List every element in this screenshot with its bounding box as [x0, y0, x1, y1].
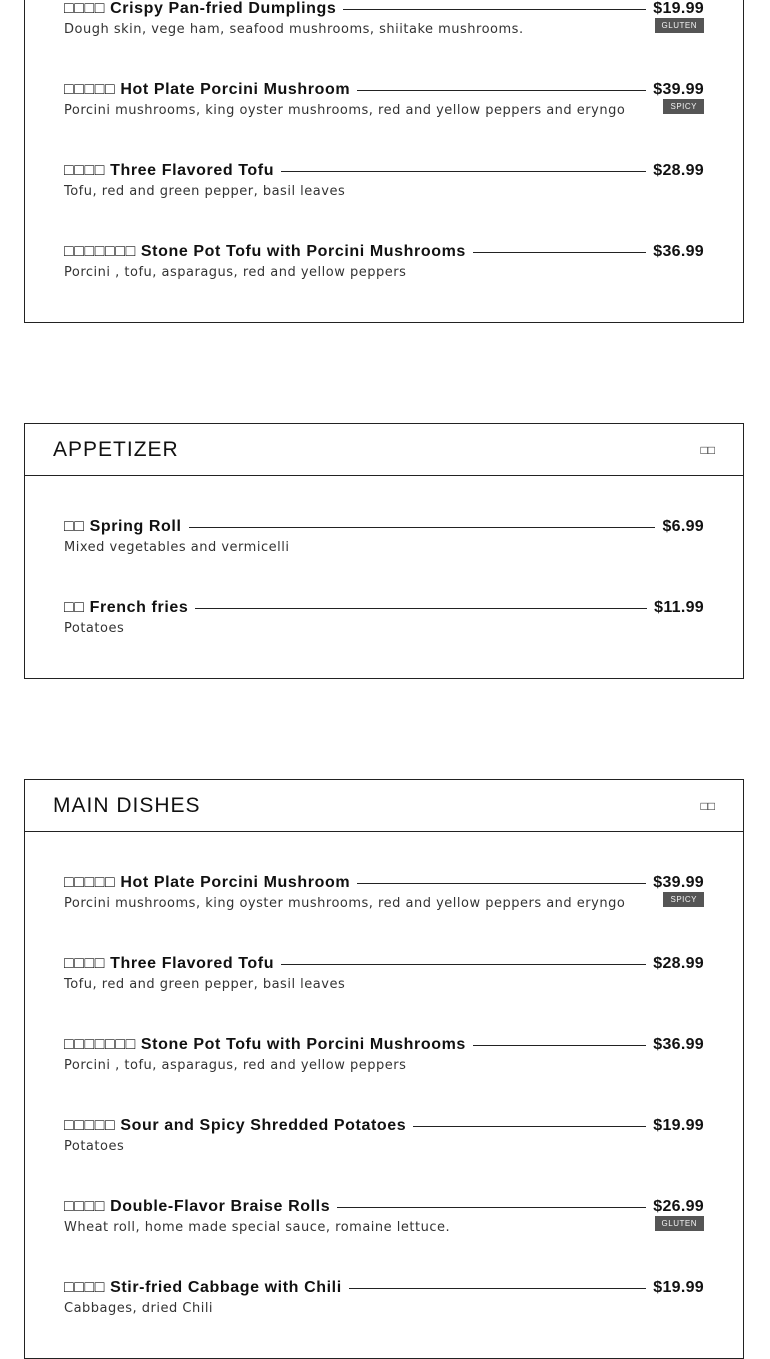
menu-section-continued — [24, 0, 744, 323]
menu-section-appetizer — [24, 423, 744, 679]
menu-item-name: □□□□□ Sour and Spicy Shredded Potatoes — [64, 1117, 407, 1134]
menu-item[interactable] — [64, 873, 704, 954]
leader-line — [357, 90, 646, 91]
menu-item[interactable] — [64, 1035, 704, 1116]
leader-line — [281, 964, 646, 965]
leader-line — [413, 1126, 646, 1127]
menu-item-description: Wheat roll, home made special sauce, romaine lettuce. — [64, 1220, 451, 1235]
menu-item[interactable] — [64, 517, 704, 598]
dietary-tag: SPICY — [663, 99, 704, 114]
menu-item-price: $36.99 — [653, 243, 704, 260]
leader-line — [357, 883, 646, 884]
menu-item-name: □□ Spring Roll — [64, 518, 182, 535]
menu-section-main-dishes — [24, 779, 744, 1359]
menu-item-price: $36.99 — [653, 1036, 704, 1053]
menu-item-description: Cabbages, dried Chili — [64, 1301, 214, 1316]
menu-item-price: $28.99 — [653, 162, 704, 179]
menu-item-description: Mixed vegetables and vermicelli — [64, 540, 290, 555]
menu-item-name: □□□□ Three Flavored Tofu — [64, 955, 275, 972]
leader-line — [473, 252, 646, 253]
menu-item-price: $28.99 — [653, 955, 704, 972]
dietary-tag: GLUTEN — [655, 18, 704, 33]
menu-item-name: □□□□ Double-Flavor Braise Rolls — [64, 1198, 331, 1215]
menu-item-description: Porcini mushrooms, king oyster mushrooms, red and yellow peppers and eryngo — [64, 103, 626, 118]
menu-item[interactable] — [64, 1278, 704, 1359]
leader-line — [473, 1045, 646, 1046]
menu-item-name: □□□□ Stir-fried Cabbage with Chili — [64, 1279, 342, 1296]
menu-item-description: Tofu, red and green pepper, basil leaves — [64, 977, 346, 992]
menu-item[interactable] — [64, 954, 704, 1035]
section-header — [25, 780, 743, 832]
menu-item-description: Porcini , tofu, asparagus, red and yellow peppers — [64, 265, 407, 280]
menu-item-price: $26.99 — [653, 1198, 704, 1215]
menu-item-price: $19.99 — [653, 1117, 704, 1134]
section-title: MAIN DISHES — [53, 793, 201, 817]
menu-item-description: Porcini mushrooms, king oyster mushrooms, red and yellow peppers and eryngo — [64, 896, 626, 911]
menu-item-price: $11.99 — [654, 599, 704, 616]
dietary-tag: GLUTEN — [655, 1216, 704, 1231]
menu-item-price: $39.99 — [653, 874, 704, 891]
menu-item-name: □□□□ Three Flavored Tofu — [64, 162, 275, 179]
leader-line — [349, 1288, 647, 1289]
menu-item-name: □□□□□□□ Stone Pot Tofu with Porcini Mushrooms — [64, 243, 466, 260]
menu-item-description: Potatoes — [64, 621, 125, 636]
menu-item-price: $19.99 — [653, 0, 704, 17]
menu-item-name: □□ French fries — [64, 599, 189, 616]
menu-item[interactable] — [64, 1116, 704, 1197]
menu-item-description: Tofu, red and green pepper, basil leaves — [64, 184, 346, 199]
section-title-chinese: □□ — [700, 798, 715, 813]
leader-line — [343, 9, 646, 10]
section-header — [25, 424, 743, 476]
menu-item-name: □□□□□ Hot Plate Porcini Mushroom — [64, 874, 351, 891]
menu-item-price: $39.99 — [653, 81, 704, 98]
dietary-tag: SPICY — [663, 892, 704, 907]
menu-item-description: Potatoes — [64, 1139, 125, 1154]
menu-item-name: □□□□□ Hot Plate Porcini Mushroom — [64, 81, 351, 98]
menu-item[interactable] — [64, 1197, 704, 1278]
menu-item-name: □□□□□□□ Stone Pot Tofu with Porcini Mushrooms — [64, 1036, 466, 1053]
menu-item[interactable] — [64, 161, 704, 242]
menu-item-name: □□□□ Crispy Pan-fried Dumplings — [64, 0, 337, 17]
leader-line — [195, 608, 647, 609]
menu-item-price: $6.99 — [662, 518, 704, 535]
menu-item[interactable] — [64, 598, 704, 679]
section-title-chinese: □□ — [700, 442, 715, 457]
menu-item-price: $19.99 — [653, 1279, 704, 1296]
section-title: APPETIZER — [53, 437, 179, 461]
menu-item[interactable] — [64, 242, 704, 323]
menu-item[interactable] — [64, 0, 704, 80]
menu-item[interactable] — [64, 80, 704, 161]
leader-line — [281, 171, 646, 172]
leader-line — [189, 527, 656, 528]
menu-item-description: Porcini , tofu, asparagus, red and yellow peppers — [64, 1058, 407, 1073]
menu-item-description: Dough skin, vege ham, seafood mushrooms, shiitake mushrooms. — [64, 22, 524, 37]
leader-line — [337, 1207, 646, 1208]
